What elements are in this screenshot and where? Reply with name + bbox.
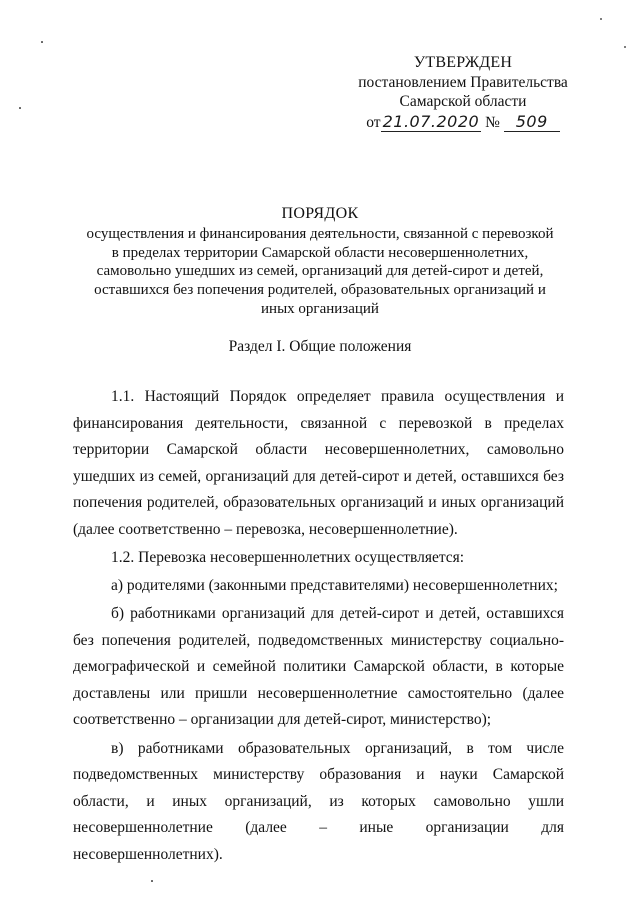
handwritten-date: 21.07.2020 <box>382 111 480 131</box>
title-line-1: осуществления и финансирования деятельности, связанной с перевозкой <box>86 225 554 242</box>
paragraph-item-b: б) работниками организаций для детей-сирот и детей, оставшихся без попечения родителей, подведомственных министерству социально-демографической и семейной политики Самарской области, в которые доставлены или пришли несовершеннолетние самостоятельно (далее соответственно – организации для детей-сирот, министерство); <box>73 605 564 729</box>
paragraph-item-a: а) родителями (законными представителями) несовершеннолетних; <box>111 577 558 595</box>
date-underline <box>381 113 482 132</box>
paragraph-1-1: 1.1. Настоящий Порядок определяет правила осуществления и финансирования деятельности, связанной с перевозкой в пределах территории Самарской области несовершеннолетних, самовольно ушедших из семей, организаций для детей-сирот и детей, оставшихся без попечения родителей, образовательных организаций и иных организаций (далее соответственно – перевозка, несовершеннолетние). <box>73 388 564 538</box>
number-prefix: № <box>485 113 500 131</box>
handwritten-number: 509 <box>515 111 548 131</box>
title-line-5: иных организаций <box>261 300 379 317</box>
paragraph-item-v: в) работниками образовательных организаций, в том числе подведомственных министерству образования и науки Самарской области, и иных организаций, из которых самовольно ушли несовершеннолетние (далее – иные организации для несовершеннолетних). <box>73 739 564 863</box>
section-heading: Раздел I. Общие положения <box>228 338 412 355</box>
approval-heading: УТВЕРЖДЕН <box>413 54 513 71</box>
document-title: ПОРЯДОК <box>281 205 359 222</box>
document-body <box>73 384 564 868</box>
approval-date-line <box>330 113 596 133</box>
title-line-3: самовольно ушедших из семей, организаций для детей-сирот и детей, <box>96 263 544 280</box>
approval-line-1: постановлением Правительства <box>358 73 568 91</box>
title-line-4: оставшихся без попечения родителей, образовательных организаций и <box>94 282 546 299</box>
number-underline <box>504 113 560 132</box>
title-line-2: в пределах территории Самарской области несовершеннолетних, <box>111 244 529 261</box>
approval-line-2: Самарской области <box>399 93 527 110</box>
paragraph-1-2: 1.2. Перевозка несовершеннолетних осуществляется: <box>111 548 465 566</box>
approval-block <box>330 53 596 132</box>
date-prefix: от <box>366 113 381 131</box>
document-title-block <box>60 205 580 319</box>
